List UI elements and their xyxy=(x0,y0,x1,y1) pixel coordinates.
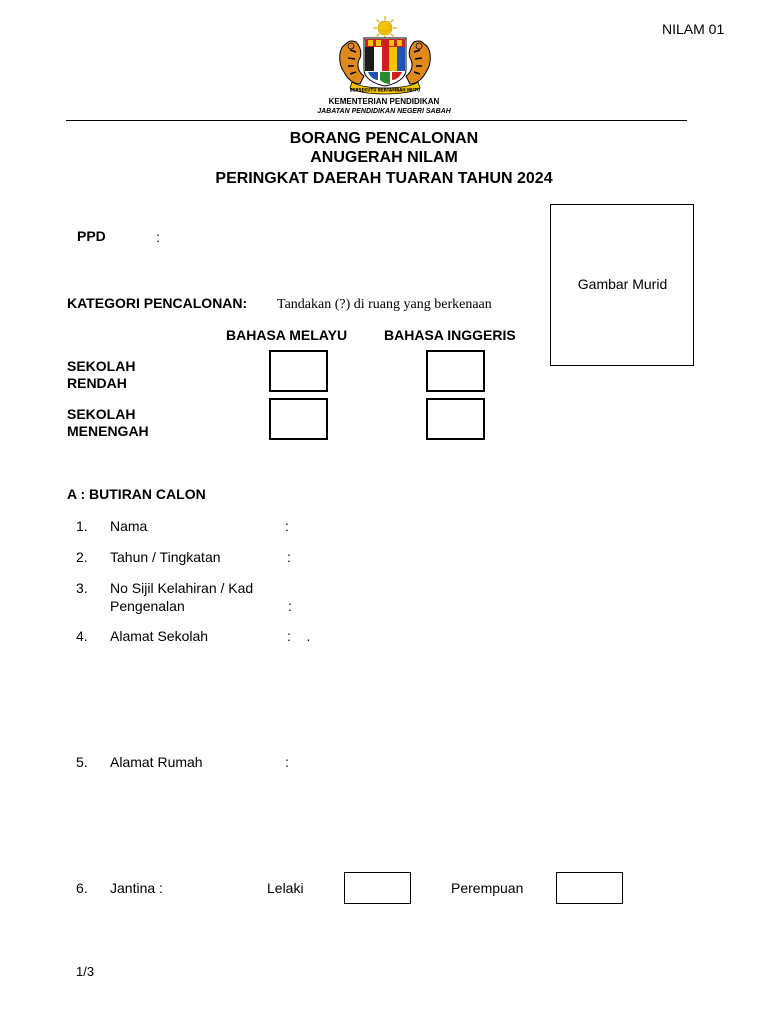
form-title-line1: BORANG PENCALONAN xyxy=(289,130,479,147)
row-label-line2: MENENGAH xyxy=(67,423,149,439)
item-colon: : xyxy=(288,598,292,614)
gender-perempuan-label: Perempuan xyxy=(451,880,524,896)
row-label-line1: SEKOLAH xyxy=(67,358,136,374)
section-a-heading: A : BUTIRAN CALON xyxy=(67,486,206,502)
item-label-nama: Nama xyxy=(110,518,148,534)
checkbox-menengah-bi[interactable] xyxy=(426,398,485,440)
category-instruction: Tandakan (?) di ruang yang berkenaan xyxy=(277,297,492,312)
row-label-line1: SEKOLAH xyxy=(67,406,136,422)
item-label-no-sijil: No Sijil Kelahiran / Kad xyxy=(110,580,254,596)
item-label-alamat-rumah: Alamat Rumah xyxy=(110,754,203,770)
item-colon: : xyxy=(285,518,289,534)
column-bahasa-inggeris: BAHASA INGGERIS xyxy=(384,327,516,343)
form-title-line3: PERINGKAT DAERAH TUARAN TAHUN 2024 xyxy=(215,170,553,187)
gender-lelaki-label: Lelaki xyxy=(267,880,304,896)
ministry-name: KEMENTERIAN PENDIDIKAN xyxy=(328,97,440,106)
item-colon: : xyxy=(287,549,291,565)
gender-lelaki-box[interactable] xyxy=(344,872,411,904)
row-label-line2: RENDAH xyxy=(67,375,127,391)
tahun-tingkatan-field[interactable] xyxy=(298,545,686,567)
form-title-line2: ANUGERAH NILAM xyxy=(310,149,458,166)
ppd-colon: : xyxy=(156,229,160,245)
document-code: NILAM 01 xyxy=(662,21,725,37)
checkbox-rendah-bm[interactable] xyxy=(269,350,328,392)
page-number: 1/3 xyxy=(76,964,95,979)
column-bahasa-melayu: BAHASA MELAYU xyxy=(226,327,348,343)
row-sekolah-menengah-label xyxy=(67,406,187,440)
item-label-jantina: Jantina : xyxy=(110,880,163,896)
nama-field[interactable] xyxy=(296,514,686,536)
item-number: 3. xyxy=(76,580,88,596)
ppd-label: PPD xyxy=(77,228,106,244)
checkbox-rendah-bi[interactable] xyxy=(426,350,485,392)
item-number: 6. xyxy=(76,880,88,896)
item-colon: : . xyxy=(287,628,311,644)
category-label: KATEGORI PENCALONAN: xyxy=(67,295,248,311)
item-label-alamat-sekolah: Alamat Sekolah xyxy=(110,628,209,644)
department-name: JABATAN PENDIDIKAN NEGERI SABAH xyxy=(317,108,451,115)
item-label-tahun-tingkatan: Tahun / Tingkatan xyxy=(110,549,221,565)
ppd-field[interactable] xyxy=(166,224,526,248)
item-number: 5. xyxy=(76,754,88,770)
gender-perempuan-box[interactable] xyxy=(556,872,623,904)
item-number: 4. xyxy=(76,628,88,644)
item-label-pengenalan: Pengenalan xyxy=(110,598,185,614)
no-sijil-field[interactable] xyxy=(300,594,686,616)
item-number: 2. xyxy=(76,549,88,565)
header-divider xyxy=(66,120,687,121)
malaysia-coat-of-arms-icon xyxy=(332,14,438,96)
alamat-rumah-field[interactable] xyxy=(298,750,686,850)
student-photo-label: Gambar Murid xyxy=(577,276,668,292)
item-number: 1. xyxy=(76,518,88,534)
item-colon: : xyxy=(285,754,289,770)
checkbox-menengah-bm[interactable] xyxy=(269,398,328,440)
row-sekolah-rendah-label xyxy=(67,358,187,392)
alamat-sekolah-field[interactable] xyxy=(300,624,686,724)
svg-text:BERSEKUTU BERTAMBAH MUTU: BERSEKUTU BERTAMBAH MUTU xyxy=(349,87,421,93)
